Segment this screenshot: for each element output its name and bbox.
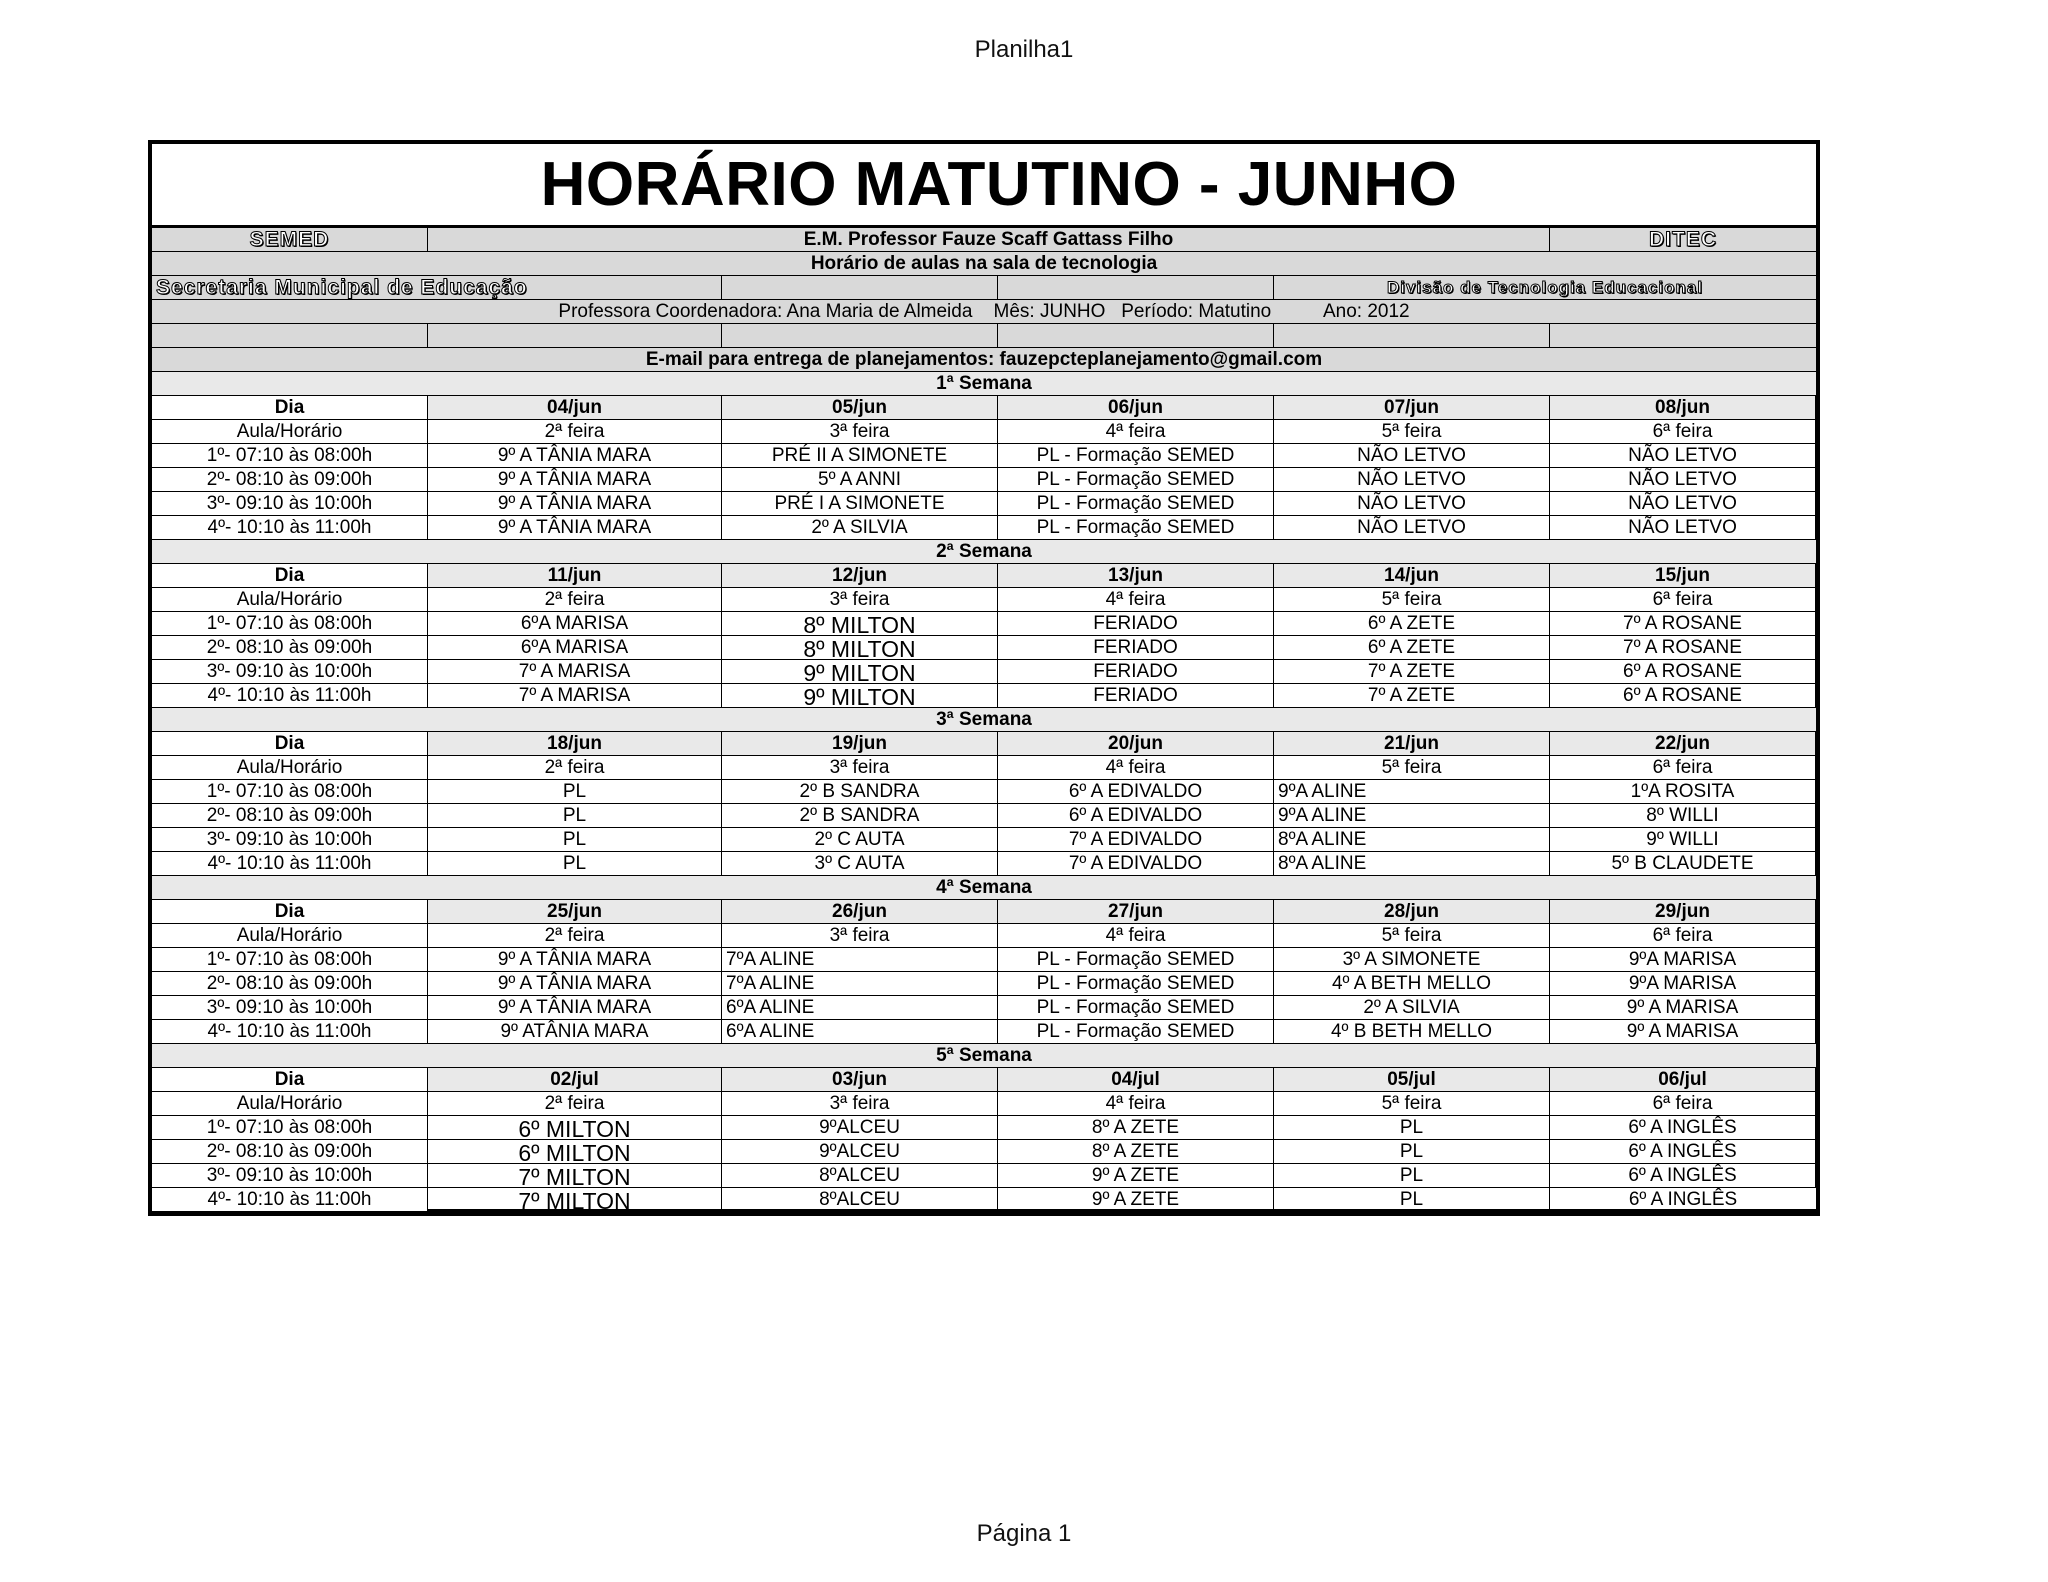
week-title: 2ª Semana: [152, 540, 1816, 564]
schedule-cell: NÃO LETVO: [1550, 468, 1816, 492]
slot-label: 3º- 09:10 às 10:00h: [152, 828, 428, 852]
schedule-cell: 4º A BETH MELLO: [1274, 972, 1550, 996]
blank-cell: [722, 276, 998, 300]
week-date: 18/jun: [428, 732, 722, 756]
week-date: 03/jun: [722, 1068, 998, 1092]
blank-cell: [998, 276, 1274, 300]
week-title: 1ª Semana: [152, 372, 1816, 396]
schedule-cell: 6º MILTON: [428, 1140, 722, 1164]
schedule-cell: NÃO LETVO: [1274, 468, 1550, 492]
schedule-cell: 7º A ZETE: [1274, 660, 1550, 684]
schedule-title: HORÁRIO MATUTINO - JUNHO: [152, 144, 1816, 228]
schedule-cell: 7ºA ALINE: [722, 972, 998, 996]
email-line: E-mail para entrega de planejamentos: fauzepcteplanejamento@gmail.com: [152, 348, 1816, 372]
slot-label: 3º- 09:10 às 10:00h: [152, 492, 428, 516]
week-date: 15/jun: [1550, 564, 1816, 588]
week-date: 22/jun: [1550, 732, 1816, 756]
slot-label: 1º- 07:10 às 08:00h: [152, 780, 428, 804]
weekday-label: 4ª feira: [998, 588, 1274, 612]
schedule-cell: PL - Formação SEMED: [998, 468, 1274, 492]
weekday-label: 2ª feira: [428, 924, 722, 948]
schedule-cell: 6º A ZETE: [1274, 612, 1550, 636]
schedule-cell: 9º WILLI: [1550, 828, 1816, 852]
schedule-cell: PL: [428, 780, 722, 804]
schedule-cell: 7º A EDIVALDO: [998, 828, 1274, 852]
weekday-label: 4ª feira: [998, 1092, 1274, 1116]
schedule-cell: 9º MILTON: [722, 660, 998, 684]
schedule-cell: 7º MILTON: [428, 1164, 722, 1188]
schedule-cell: 6ºA ALINE: [722, 996, 998, 1020]
schedule-cell: 6ºA ALINE: [722, 1020, 998, 1044]
schedule-cell: 6º MILTON: [428, 1116, 722, 1140]
weekday-label: 5ª feira: [1274, 1092, 1550, 1116]
schedule-cell: NÃO LETVO: [1550, 516, 1816, 540]
schedule-cell: 9º A MARISA: [1550, 996, 1816, 1020]
slot-label: 3º- 09:10 às 10:00h: [152, 996, 428, 1020]
schedule-cell: FERIADO: [998, 684, 1274, 708]
slot-label: 4º- 10:10 às 11:00h: [152, 684, 428, 708]
schedule-cell: FERIADO: [998, 660, 1274, 684]
divisao-logo-text: Divisão de Tecnologia Educacional: [1274, 276, 1816, 300]
weekday-label: 3ª feira: [722, 756, 998, 780]
schedule-cell: 7º A ROSANE: [1550, 636, 1816, 660]
schedule-cell: 6º A INGLÊS: [1550, 1140, 1816, 1164]
weekday-label: 2ª feira: [428, 756, 722, 780]
secretaria-logo-text: Secretaria Municipal de Educação: [152, 276, 722, 300]
schedule-sheet: [148, 140, 1820, 1216]
schedule-grid: [152, 228, 1816, 1212]
week-date: 04/jun: [428, 396, 722, 420]
week-date: 27/jun: [998, 900, 1274, 924]
schedule-cell: 7º A ROSANE: [1550, 612, 1816, 636]
schedule-cell: 5º A ANNI: [722, 468, 998, 492]
dia-label: Dia: [152, 1068, 428, 1092]
schedule-cell: NÃO LETVO: [1550, 444, 1816, 468]
slot-label: 2º- 08:10 às 09:00h: [152, 1140, 428, 1164]
weekday-label: 3ª feira: [722, 588, 998, 612]
weekday-label: 6ª feira: [1550, 756, 1816, 780]
school-name: E.M. Professor Fauze Scaff Gattass Filho: [428, 228, 1550, 252]
slot-label: 2º- 08:10 às 09:00h: [152, 468, 428, 492]
schedule-cell: 9ºALCEU: [722, 1140, 998, 1164]
schedule-cell: 3º A SIMONETE: [1274, 948, 1550, 972]
aula-horario-label: Aula/Horário: [152, 1092, 428, 1116]
week-date: 28/jun: [1274, 900, 1550, 924]
schedule-cell: NÃO LETVO: [1274, 444, 1550, 468]
schedule-cell: 1ºA ROSITA: [1550, 780, 1816, 804]
dia-label: Dia: [152, 732, 428, 756]
weekday-label: 2ª feira: [428, 588, 722, 612]
aula-horario-label: Aula/Horário: [152, 756, 428, 780]
schedule-cell: PL - Formação SEMED: [998, 972, 1274, 996]
schedule-cell: 9º A TÂNIA MARA: [428, 996, 722, 1020]
schedule-cell: PL - Formação SEMED: [998, 516, 1274, 540]
schedule-cell: 2º C AUTA: [722, 828, 998, 852]
page-footer: Página 1: [976, 1520, 1072, 1547]
blank-cell: [722, 324, 998, 348]
schedule-cell: 9ºA MARISA: [1550, 972, 1816, 996]
schedule-cell: PRÉ II A SIMONETE: [722, 444, 998, 468]
schedule-cell: PL - Formação SEMED: [998, 996, 1274, 1020]
week-date: 07/jun: [1274, 396, 1550, 420]
schedule-cell: NÃO LETVO: [1274, 516, 1550, 540]
schedule-cell: 8º A ZETE: [998, 1116, 1274, 1140]
schedule-cell: PL - Formação SEMED: [998, 948, 1274, 972]
weekday-label: 3ª feira: [722, 1092, 998, 1116]
schedule-cell: PL - Formação SEMED: [998, 444, 1274, 468]
week-date: 19/jun: [722, 732, 998, 756]
week-date: 14/jun: [1274, 564, 1550, 588]
schedule-cell: 8ºA ALINE: [1274, 852, 1550, 876]
weekday-label: 3ª feira: [722, 420, 998, 444]
weekday-label: 4ª feira: [998, 420, 1274, 444]
schedule-cell: 6º A INGLÊS: [1550, 1116, 1816, 1140]
weekday-label: 6ª feira: [1550, 1092, 1816, 1116]
week-title: 3ª Semana: [152, 708, 1816, 732]
schedule-cell: 8º WILLI: [1550, 804, 1816, 828]
ditec-logo-text: DITEC: [1550, 228, 1816, 252]
week-date: 13/jun: [998, 564, 1274, 588]
weekday-label: 6ª feira: [1550, 420, 1816, 444]
slot-label: 1º- 07:10 às 08:00h: [152, 948, 428, 972]
weekday-label: 5ª feira: [1274, 756, 1550, 780]
schedule-cell: 8ºA ALINE: [1274, 828, 1550, 852]
schedule-cell: PL: [428, 804, 722, 828]
schedule-cell: 8ºALCEU: [722, 1164, 998, 1188]
week-date: 06/jun: [998, 396, 1274, 420]
schedule-cell: 9º A TÂNIA MARA: [428, 468, 722, 492]
schedule-cell: 7º A MARISA: [428, 684, 722, 708]
weekday-label: 4ª feira: [998, 924, 1274, 948]
schedule-cell: 2º A SILVIA: [722, 516, 998, 540]
weekday-label: 6ª feira: [1550, 924, 1816, 948]
weekday-label: 5ª feira: [1274, 588, 1550, 612]
schedule-cell: 9º A TÂNIA MARA: [428, 492, 722, 516]
schedule-cell: 6º A ZETE: [1274, 636, 1550, 660]
page-header: Planilha1: [974, 36, 1074, 63]
slot-label: 1º- 07:10 às 08:00h: [152, 1116, 428, 1140]
schedule-cell: PL - Formação SEMED: [998, 1020, 1274, 1044]
slot-label: 4º- 10:10 às 11:00h: [152, 516, 428, 540]
schedule-cell: 9º MILTON: [722, 684, 998, 708]
schedule-cell: 2º B SANDRA: [722, 804, 998, 828]
dia-label: Dia: [152, 396, 428, 420]
blank-cell: [428, 324, 722, 348]
schedule-cell: 6º A INGLÊS: [1550, 1164, 1816, 1188]
week-date: 29/jun: [1550, 900, 1816, 924]
week-date: 06/jul: [1550, 1068, 1816, 1092]
blank-cell: [152, 324, 428, 348]
schedule-cell: 8º MILTON: [722, 612, 998, 636]
schedule-cell: 9º A TÂNIA MARA: [428, 444, 722, 468]
schedule-cell: 9º A ZETE: [998, 1188, 1274, 1212]
schedule-cell: 9ºA ALINE: [1274, 780, 1550, 804]
slot-label: 3º- 09:10 às 10:00h: [152, 660, 428, 684]
slot-label: 4º- 10:10 às 11:00h: [152, 1188, 428, 1212]
schedule-cell: NÃO LETVO: [1550, 492, 1816, 516]
schedule-cell: 2º B SANDRA: [722, 780, 998, 804]
weekday-label: 6ª feira: [1550, 588, 1816, 612]
week-date: 25/jun: [428, 900, 722, 924]
dia-label: Dia: [152, 564, 428, 588]
schedule-cell: 9ºA MARISA: [1550, 948, 1816, 972]
semed-logo-text: SEMED: [152, 228, 428, 252]
schedule-cell: PL: [428, 828, 722, 852]
schedule-cell: 6ºA MARISA: [428, 612, 722, 636]
schedule-cell: FERIADO: [998, 636, 1274, 660]
schedule-cell: PL: [428, 852, 722, 876]
schedule-cell: PRÉ I A SIMONETE: [722, 492, 998, 516]
slot-label: 2º- 08:10 às 09:00h: [152, 804, 428, 828]
slot-label: 4º- 10:10 às 11:00h: [152, 852, 428, 876]
weekday-label: 2ª feira: [428, 1092, 722, 1116]
schedule-cell: NÃO LETVO: [1274, 492, 1550, 516]
week-date: 12/jun: [722, 564, 998, 588]
slot-label: 2º- 08:10 às 09:00h: [152, 972, 428, 996]
schedule-cell: 6ºA MARISA: [428, 636, 722, 660]
schedule-cell: 9º A TÂNIA MARA: [428, 972, 722, 996]
week-date: 05/jun: [722, 396, 998, 420]
schedule-cell: 9ºALCEU: [722, 1116, 998, 1140]
schedule-cell: 2º A SILVIA: [1274, 996, 1550, 1020]
aula-horario-label: Aula/Horário: [152, 420, 428, 444]
schedule-cell: 7º A ZETE: [1274, 684, 1550, 708]
blank-cell: [998, 324, 1274, 348]
schedule-cell: 6º A ROSANE: [1550, 684, 1816, 708]
slot-label: 1º- 07:10 às 08:00h: [152, 612, 428, 636]
week-date: 20/jun: [998, 732, 1274, 756]
weekday-label: 2ª feira: [428, 420, 722, 444]
schedule-cell: 8º A ZETE: [998, 1140, 1274, 1164]
schedule-cell: 9º A TÂNIA MARA: [428, 948, 722, 972]
schedule-cell: 5º B CLAUDETE: [1550, 852, 1816, 876]
slot-label: 3º- 09:10 às 10:00h: [152, 1164, 428, 1188]
schedule-cell: 9º A MARISA: [1550, 1020, 1816, 1044]
slot-label: 1º- 07:10 às 08:00h: [152, 444, 428, 468]
schedule-cell: 9ºA ALINE: [1274, 804, 1550, 828]
dia-label: Dia: [152, 900, 428, 924]
week-date: 21/jun: [1274, 732, 1550, 756]
schedule-cell: 9º A ZETE: [998, 1164, 1274, 1188]
schedule-cell: 3º C AUTA: [722, 852, 998, 876]
coordinator-line: Professora Coordenadora: Ana Maria de Almeida Mês: JUNHO Período: Matutino Ano: 2012: [152, 300, 1816, 324]
schedule-cell: 6º A INGLÊS: [1550, 1188, 1816, 1212]
slot-label: 2º- 08:10 às 09:00h: [152, 636, 428, 660]
week-date: 08/jun: [1550, 396, 1816, 420]
schedule-cell: PL: [1274, 1188, 1550, 1212]
blank-cell: [1274, 324, 1550, 348]
schedule-cell: PL: [1274, 1116, 1550, 1140]
weekday-label: 5ª feira: [1274, 420, 1550, 444]
schedule-cell: 7ºA ALINE: [722, 948, 998, 972]
week-date: 11/jun: [428, 564, 722, 588]
week-date: 26/jun: [722, 900, 998, 924]
schedule-cell: 4º B BETH MELLO: [1274, 1020, 1550, 1044]
schedule-cell: 8º MILTON: [722, 636, 998, 660]
blank-cell: [1550, 324, 1816, 348]
schedule-cell: PL: [1274, 1140, 1550, 1164]
schedule-cell: 7º MILTON: [428, 1188, 722, 1212]
schedule-cell: 6º A ROSANE: [1550, 660, 1816, 684]
schedule-cell: PL - Formação SEMED: [998, 492, 1274, 516]
schedule-cell: PL: [1274, 1164, 1550, 1188]
week-date: 02/jul: [428, 1068, 722, 1092]
schedule-cell: 7º A EDIVALDO: [998, 852, 1274, 876]
schedule-subtitle: Horário de aulas na sala de tecnologia: [152, 252, 1816, 276]
aula-horario-label: Aula/Horário: [152, 924, 428, 948]
slot-label: 4º- 10:10 às 11:00h: [152, 1020, 428, 1044]
schedule-cell: 6º A EDIVALDO: [998, 780, 1274, 804]
schedule-cell: 7º A MARISA: [428, 660, 722, 684]
week-title: 4ª Semana: [152, 876, 1816, 900]
schedule-cell: FERIADO: [998, 612, 1274, 636]
schedule-cell: 8ºALCEU: [722, 1188, 998, 1212]
aula-horario-label: Aula/Horário: [152, 588, 428, 612]
week-date: 04/jul: [998, 1068, 1274, 1092]
week-title: 5ª Semana: [152, 1044, 1816, 1068]
week-date: 05/jul: [1274, 1068, 1550, 1092]
schedule-cell: 9º A TÂNIA MARA: [428, 516, 722, 540]
weekday-label: 5ª feira: [1274, 924, 1550, 948]
schedule-cell: 9º ATÂNIA MARA: [428, 1020, 722, 1044]
schedule-cell: 6º A EDIVALDO: [998, 804, 1274, 828]
weekday-label: 4ª feira: [998, 756, 1274, 780]
weekday-label: 3ª feira: [722, 924, 998, 948]
